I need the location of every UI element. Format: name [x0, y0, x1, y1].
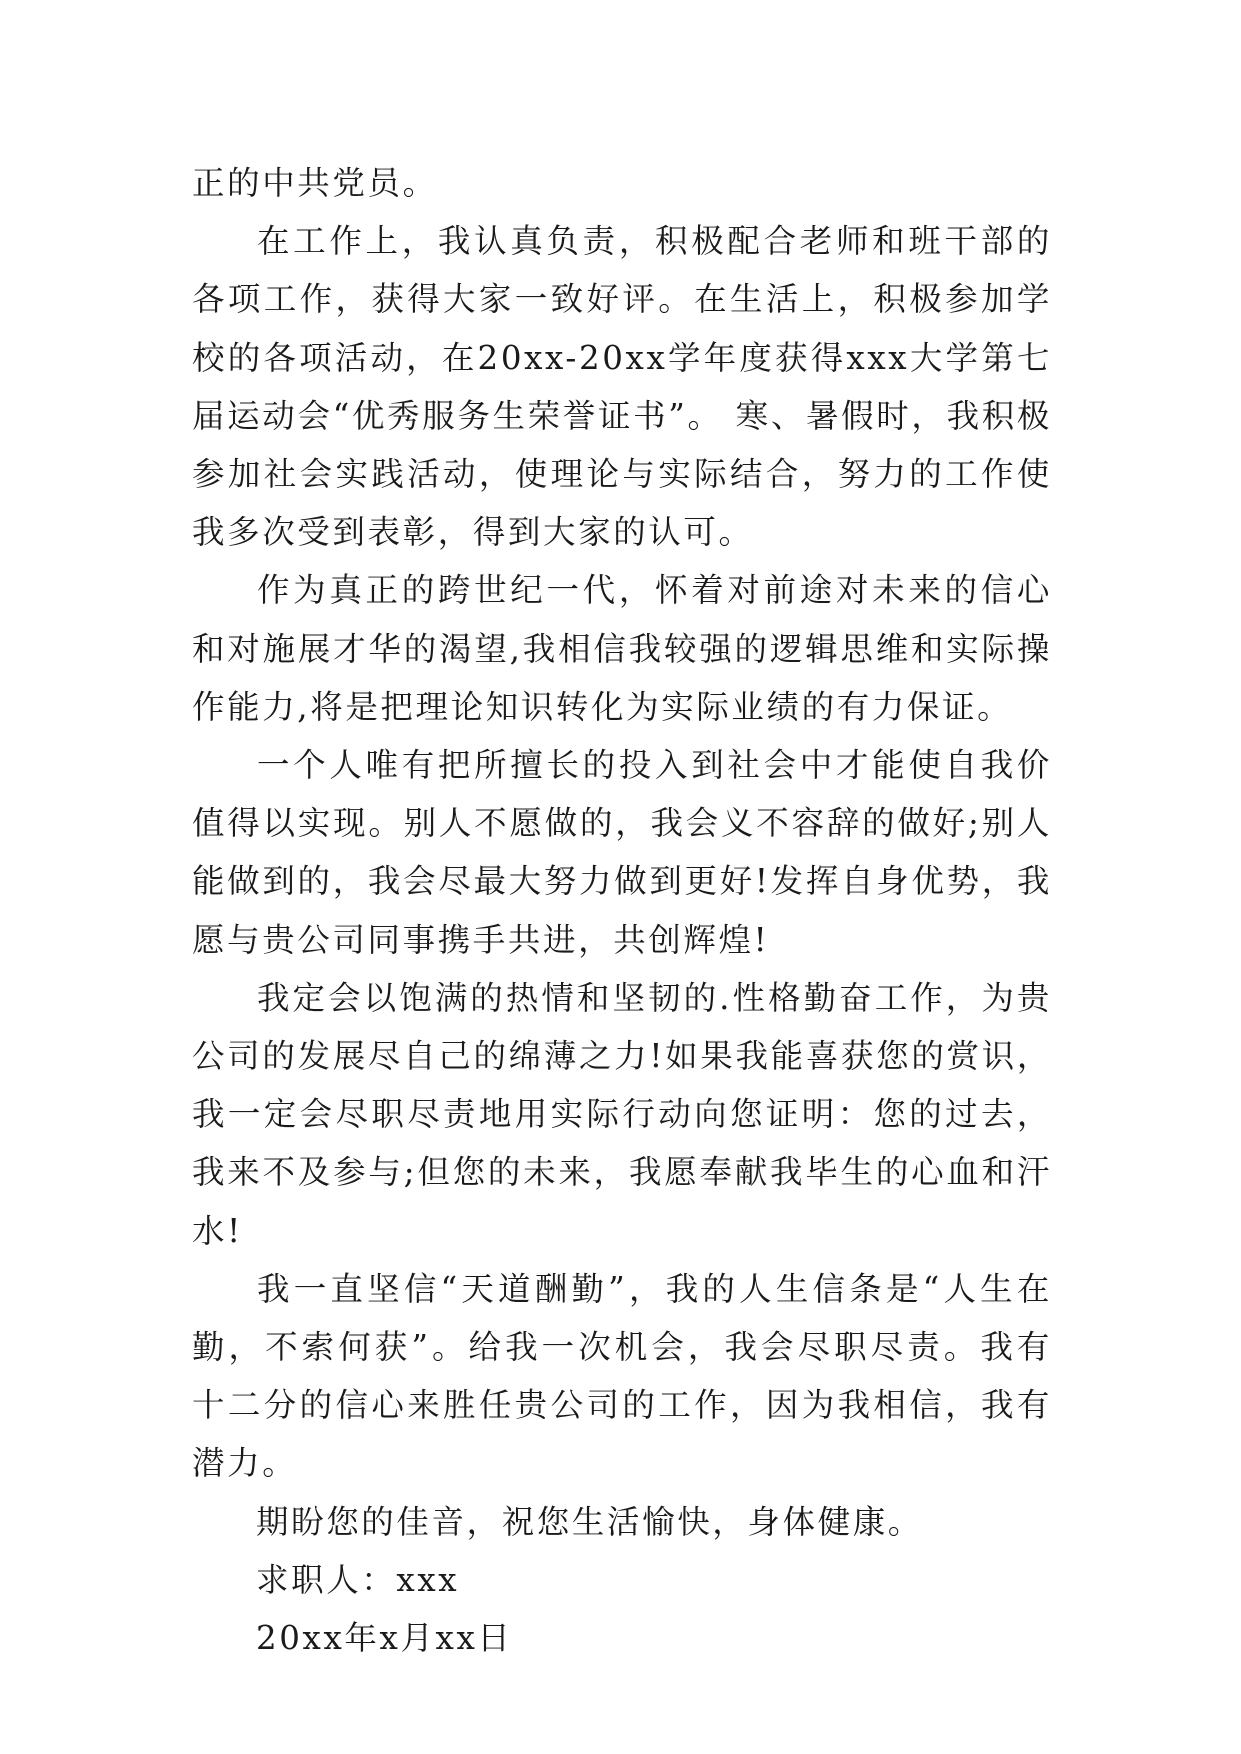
closing-line: 期盼您的佳音，祝您生活愉快，身体健康。 [256, 1502, 923, 1541]
signature-line: 求职人：xxx [256, 1560, 460, 1599]
date-line: 20xx年x月xx日 [256, 1619, 513, 1658]
paragraph-commitment: 我定会以饱满的热情和坚韧的.性格勤奋工作，为贵公司的发展尽自己的绵薄之力!如果我能喜获您的赏识，我一定会尽职尽责地用实际行动向您证明：您的过去，我来不及参与;但您的未来，我愿奉献我毕生的心血和汗水! [192, 978, 1052, 1250]
letter-body [192, 154, 1052, 1667]
paragraph-belief: 我一直坚信“天道酬勤”，我的人生信条是“人生在勤，不索何获”。给我一次机会，我会尽职尽责。我有十二分的信心来胜任贵公司的工作，因为我相信，我有潜力。 [192, 1269, 1052, 1483]
paragraph-continuation: 正的中共党员。 [192, 164, 438, 202]
paragraph-self-value: 一个人唯有把所擅长的投入到社会中才能使自我价值得以实现。别人不愿做的，我会义不容辞的做好;别人能做到的，我会尽最大努力做到更好!发挥自身优势，我愿与贵公司同事携手共进，共创辉煌! [192, 746, 1052, 959]
paragraph-generation: 作为真正的跨世纪一代，怀着对前途对未来的信心和对施展才华的渴望,我相信我较强的逻辑思维和实际操作能力,将是把理论知识转化为实际业绩的有力保证。 [192, 571, 1052, 726]
paragraph-work-life: 在工作上，我认真负责，积极配合老师和班干部的各项工作，获得大家一致好评。在生活上，积极参加学校的各项活动，在20xx-20xx学年度获得xxx大学第七届运动会“优秀服务生荣誉证书”。 寒、暑假时，我积极参加社会实践活动，使理论与实际结合，努力的工作使我多次受到表彰，得到大家的认可。 [192, 222, 1052, 552]
